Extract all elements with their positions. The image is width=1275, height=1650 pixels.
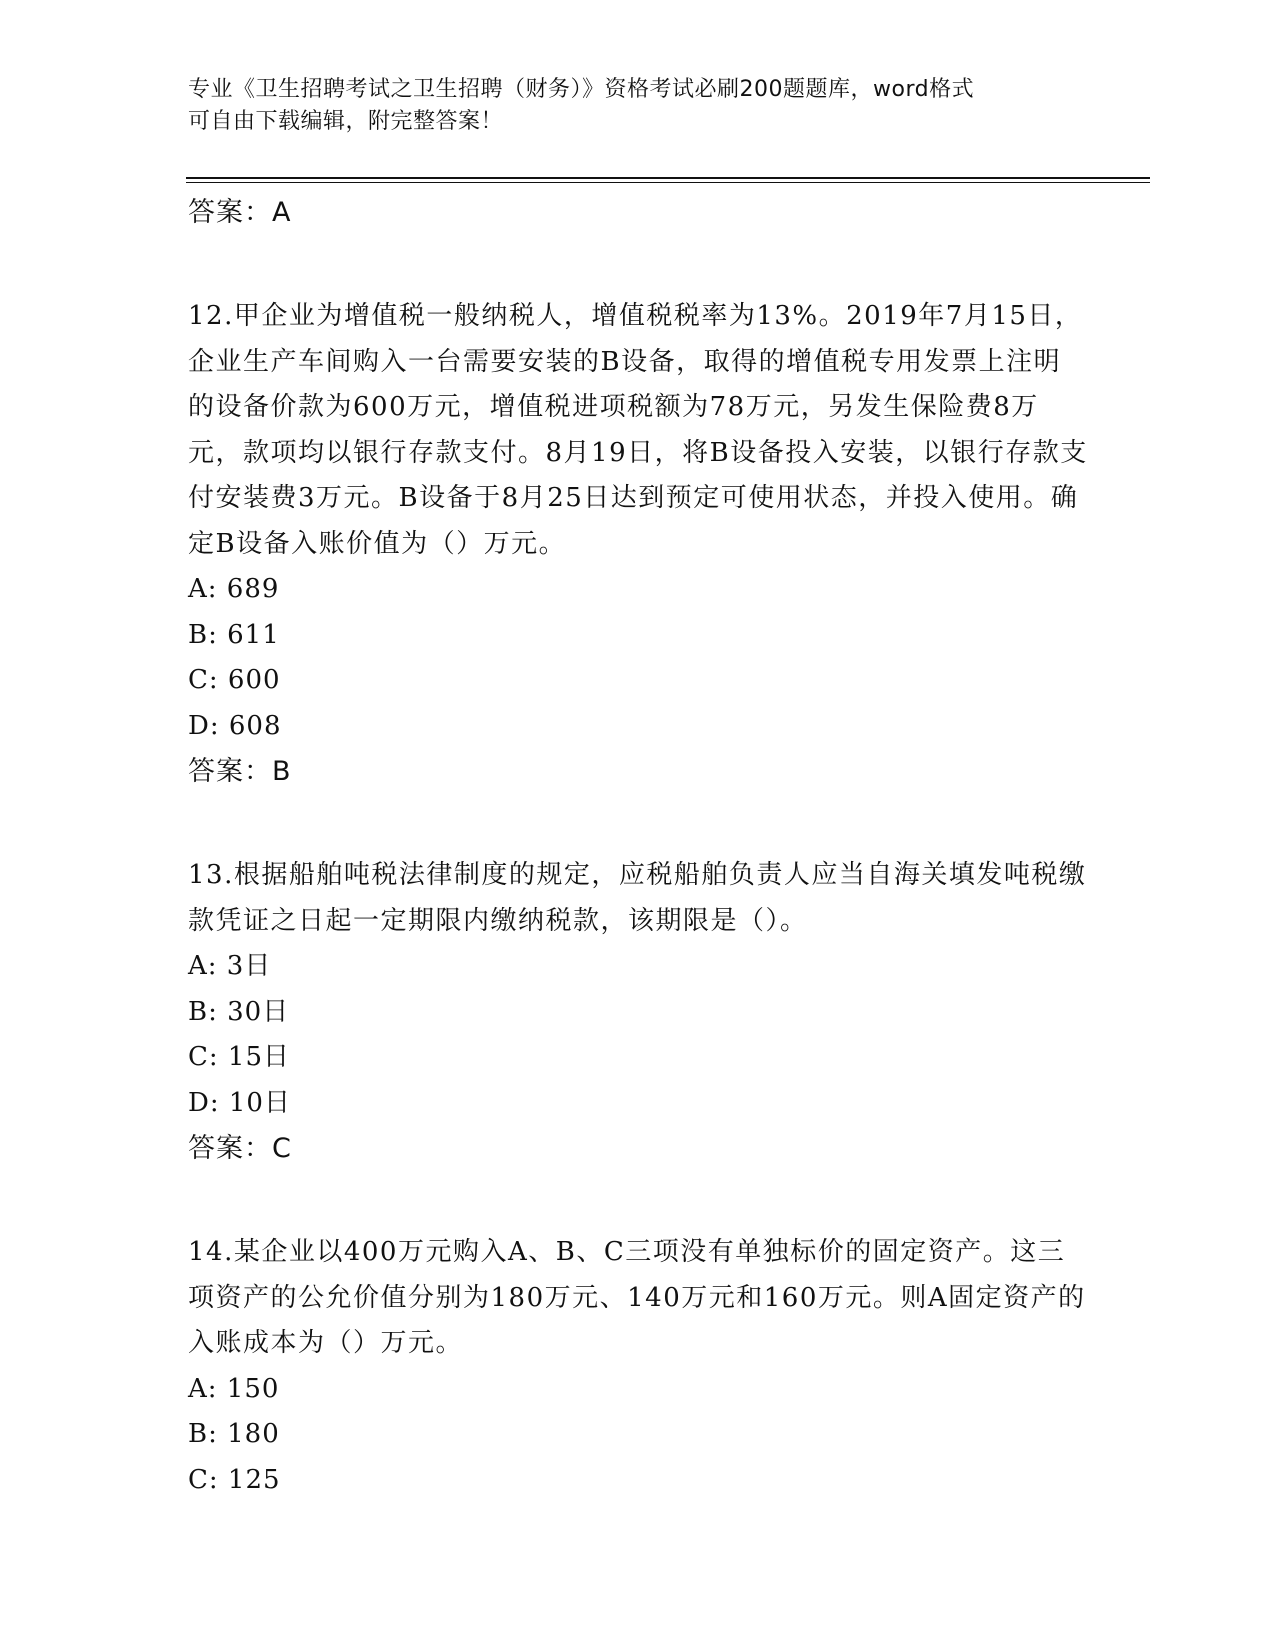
option-d: D: 608 <box>188 710 282 741</box>
option-d: D: 10日 <box>188 1087 291 1118</box>
option-a: A: 689 <box>188 574 280 604</box>
answer-line: 答案：B <box>188 756 292 787</box>
option-c: C: 15日 <box>188 1042 291 1072</box>
option-a: A: 150 <box>188 1373 280 1404</box>
header-rule-thin <box>186 182 1150 183</box>
document-body <box>188 190 1088 1503</box>
option-c: C: 125 <box>188 1464 281 1495</box>
answer-line: 答案：C <box>188 1133 292 1164</box>
option-a: A: 3日 <box>188 951 272 981</box>
option-c: C: 600 <box>188 665 281 695</box>
header-line-1: 专业《卫生招聘考试之卫生招聘（财务）》资格考试必刷200题题库，word格式 <box>188 77 975 102</box>
question-stem: 12.甲企业为增值税一般纳税人，增值税税率为13%。2019年7月15日，企业生产车间购入一台需要安装的B设备，取得的增值税专用发票上注明的设备价款为600万元，增值税进项税额为78万元，另发生保险费8万元，款项均以银行存款支付。8月19日，将B设备投入安装，以银行存款支付安装费3万元。B设备于8月25日达到预定可使用状态，并投入使用。确定B设备入账价值为（）万元。 <box>188 301 1088 559</box>
option-b: B: 180 <box>188 1419 280 1449</box>
option-b: B: 30日 <box>188 996 290 1027</box>
page-header <box>188 74 1108 138</box>
question-stem: 14.某企业以400万元购入A、B、C三项没有单独标价的固定资产。这三项资产的公允价值分别为180万元、140万元和160万元。则A固定资产的入账成本为（）万元。 <box>188 1237 1086 1358</box>
question-13 <box>188 853 1088 1172</box>
question-12 <box>188 294 1088 795</box>
question-stem: 13.根据船舶吨税法律制度的规定，应税船舶负责人应当自海关填发吨税缴款凭证之日起一定期限内缴纳税款，该期限是（）。 <box>188 860 1087 936</box>
answer-line: 答案：A <box>188 197 292 228</box>
question-14 <box>188 1230 1088 1503</box>
header-line-2: 可自由下载编辑，附完整答案！ <box>188 109 504 134</box>
header-rule <box>186 177 1150 179</box>
option-b: B: 611 <box>188 619 280 650</box>
